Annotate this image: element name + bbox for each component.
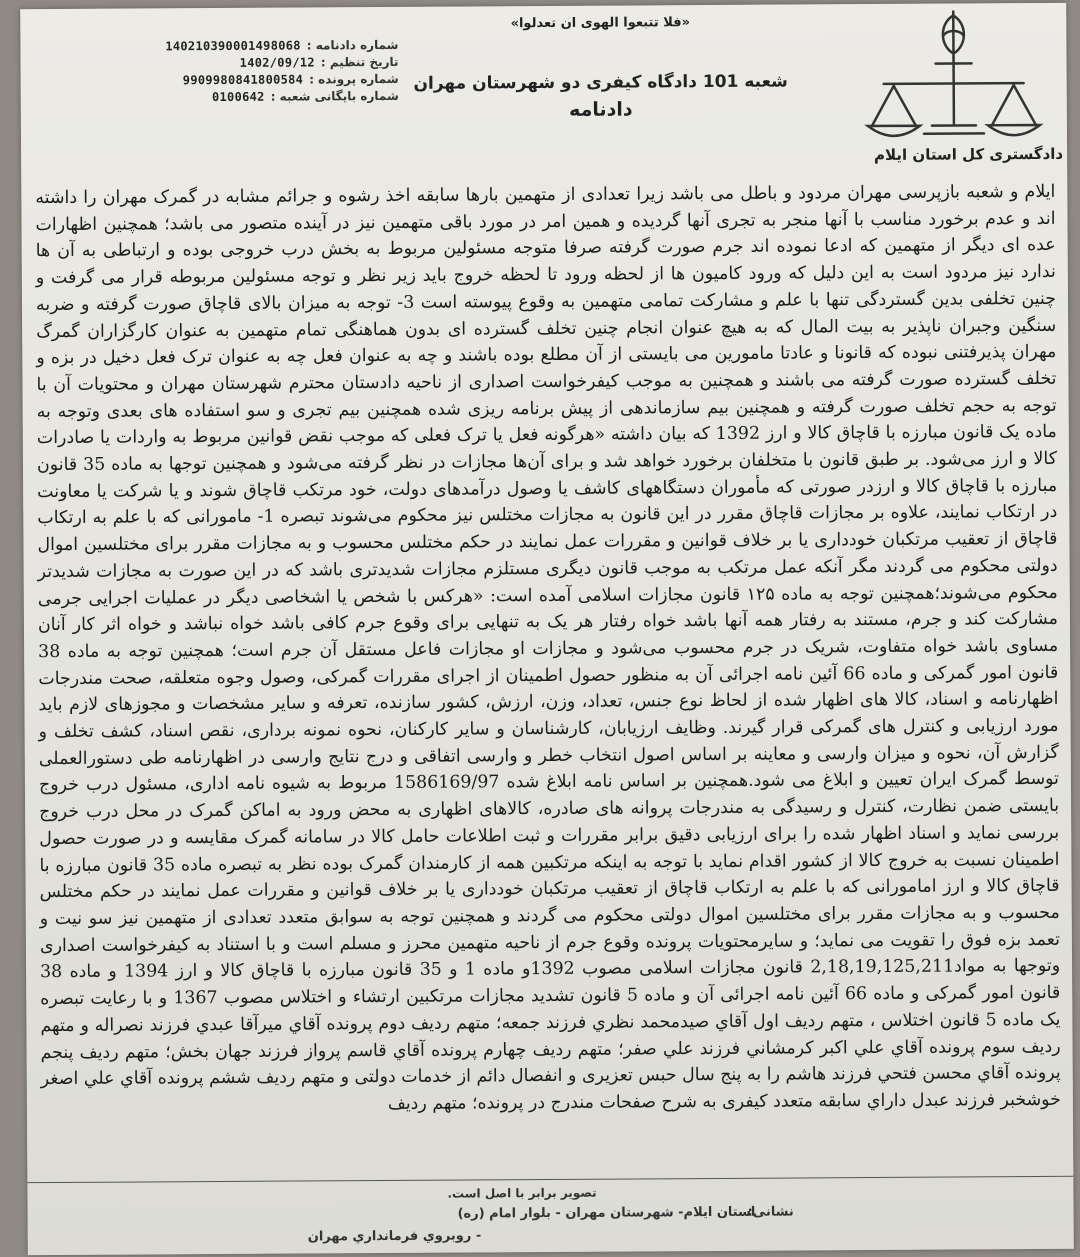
meta-label: شماره پرونده : <box>309 71 399 87</box>
justice-scales-icon <box>863 5 1049 148</box>
address-label: نشانی: <box>747 1204 794 1220</box>
quranic-verse: «فلا تتبعوا الهوى ان تعدلوا» <box>510 15 691 32</box>
document-header <box>20 3 1067 177</box>
meta-value: 0100642 <box>211 89 265 105</box>
meta-value: 140210390001498068 <box>165 38 301 54</box>
meta-value: 1402/09/12 <box>239 55 315 70</box>
case-metadata <box>98 37 398 107</box>
document-footer <box>27 1176 1073 1255</box>
meta-value: 9909980841800584 <box>182 72 304 88</box>
meta-case-number <box>99 71 399 90</box>
court-verdict-document <box>20 3 1074 1255</box>
address-text: استان ایلام- شهرستان مهران - بلوار امام (ره) <box>457 1204 756 1222</box>
meta-label: تاریخ تنظیم : <box>320 54 399 70</box>
meta-label: شماره دادنامه : <box>306 37 399 53</box>
verdict-body <box>35 179 1061 1120</box>
center-heading <box>400 14 801 121</box>
meta-issue-date <box>98 54 398 73</box>
court-name: شعبه 101 دادگاه کیفری دو شهرستان مهران <box>413 71 788 94</box>
department-name: دادگستری کل استان ایلام <box>873 144 1064 164</box>
address-text-continued: - روبروي فرمانداري مهران <box>307 1228 482 1245</box>
meta-label: شماره بایگانی شعبه : <box>270 88 399 104</box>
certified-copy-note: تصویر برابر با اصل است. <box>447 1185 597 1201</box>
meta-verdict-number <box>98 37 398 56</box>
meta-archive-number <box>99 88 399 107</box>
verdict-paragraph: ایلام و شعبه بازپرسی مهران مردود و باطل می باشد زیرا تعدادی از متهمین بارها سابقه اخذ رشوه و جرائم مشابه در گمرک مهران را داشته اند و عدم برخورد مناسب با آنها منجر به تجری آنها گردیده و همین امر در مورد باقی متهمین نیز در آینده متصور می باشد؛ همچنین اظهارات عده ای دیگر از متهمین که ادعا نموده اند جرم صورت گرفته صرفا متوجه مسئولین مربوط به بخش درب خروجی بوده و ارتباطی به آن ها ندارد نیز مردود است به این دلیل که ورود کامیون ها از لحظه ورود تا لحظه خروج باید زیر نظر و توجه مسئولین مربوطه قرار می گرفت و چنین تخلفی بدین گستردگی تنها با علم و مشارکت تمامی متهمین به وقوع پیوسته است 3- توجه به میزان بالای قاچاق صورت گرفته و ضربه سنگین وجبران ناپذیر به بیت المال که به هیچ عنوان انجام چنین تخلف گسترده ای بدون هماهنگی تمام متهمین به عنوان کارگزاران گمرگ مهران پذیرفتنی نبوده که قانونا و عادتا مامورین می بایستی از آن مطلع بوده باشند و چه به عنوان فعل چه به عنوان ترک فعل دخیل در بزه و تخلف گسترده صورت گرفته می باشند و همچنین به موجب کیفرخواست اصداری از ناحیه دادستان محترم شهرستان مهران و محتویات آن با توجه به حجم تخلف صورت گرفته و همچنین بیم سازماندهی از پیش برنامه ریزی شده همچنین بیم تجری و سو استفاده های بعدی وتوجه به ماده یک قانون مبارزه با قاچاق کالا و ارز 1392 که بیان داشته «هرگونه فعل یا ترک فعلی که موجب نقض قوانین مربوط به واردات یا صادرات کالا و ارز می‌شود. بر طبق قانون با متخلفان برخورد خواهد شد و برای آن‌ها مجازات در نظر گرفته می‌شود و همچنین توجها به ماده 35 قانون مبارزه با قاچاق کالا و ارزدر صورتی که مأموران دستگاههای کاشف یا وصول درآمدهای دولت، خود مرتکب قاچاق شوند و یا شرکت یا معاونت در ارتکاب نمایند، علاوه بر مجازات قاچاق مقرر در این قانون به مجازات مختلس نیز محکوم می‌شوند تبصره 1- مامورانی که با علم به ارتکاب قاچاق از تعقیب مرتکبان خودداری یا بر خلاف قوانین و مقررات عمل نمایند در حکم مختلس محسوب و به مجازات مقرر برای مختلسین اموال دولتی محکوم می گردند مگر آنکه عمل مرتکب به موجب قانون دیگری مستلزم مجازات شدیدتری باشد که در این صورت به مجازات شدیدتر محکوم می‌شوند؛همچنین توجه به ماده ۱۲۵ قانون مجازات اسلامی آمده است: «هرکس با شخص یا اشخاصی دیگر در عملیات اجرایی جرمی مشارکت کند و جرم، مستند به رفتار همه آنها باشد خواه رفتار هر یک به تنهایی برای وقوع جرم کافی باشد خواه نباشد و خواه اثر کار آنان مساوی باشد خواه متفاوت، شریک در جرم محسوب می‌شود و مجازات او مجازات فاعل مستقل آن جرم است؛ همچنین توجه به ماده 38 قانون امور گمرکی و ماده 66 آئین نامه اجرائی آن به منظور حصول اطمینان از اجرای مقررات گمرکی، وصول وجوه متعلقه، صحت مندرجات اظهارنامه و اسناد، کالا های اظهار شده از لحاظ نوع جنس، تعداد، وزن، ارزش، کشور سازنده، تعرفه و سایر مشخصات و مجوزهای لازم باید مورد ارزیابی و کنترل های گمرکی قرار گیرند. وظایف ارزیابان، کارشناسان و سایر کارکنان، نحوه نمونه برداری، نقص اسناد، کشف تخلف و گزارش آن، نحوه و میزان وارسی و معاینه بر اساس اصول انتخاب خطر و وارسی اتفاقی و درج نتایج وارسی در اظهارنامه طی دستورالعملی توسط گمرک ایران تعیین و ابلاغ می شود.همچنین بر اساس نامه ابلاغ شده 1586169/97 مربوط به شیوه نامه اداری، مسئول درب خروج بایستی ضمن نظارت، کنترل و رسیدگی به مندرجات پروانه های صادره، کالاهای اظهاری به محض ورود به اماکن گمرک در محل درب خروج بررسی نماید و اسناد اظهار شده را برای ارزیابی دقیق برابر مقررات و ثبت اطلاعات حامل کالا در سامانه گمرک مقایسه و در صورت حصول اطمینان نسبت به خروج کالا از کشور اقدام نماید با توجه به اینکه مرتکبین همه از کارمندان گمرک بوده نظر به تبصره ماده 35 قانون مبارزه با قاچاق کالا و ارز امامورانی که با علم به ارتکاب قاچاق از تعقیب مرتکبان خودداری یا بر خلاف قوانین و مقررات عمل نمایند در حکم مختلس محسوب و به مجازات مقرر برای مختلسین اموال دولتی محکوم می گردند و همچنین توجه به سوابق متعدد تعدادی از متهمین نیز سو نیت و تعمد بزه فوق را تقویت می نماید؛ و سایرمحتویات پرونده وقوع جرم از ناحیه متهمین محرز و مسلم است و با استناد به کیفرخواست اصداری وتوجها به مواد2,18,19,125,211 قانون مجازات اسلامی مصوب 1392و ماده 1 و 35 قانون مبارزه با قاچاق کالا و ارز 1394 و ماده 38 قانون امور گمرکی و ماده 66 آئین نامه اجرائی آن و ماده 5 قانون تشدید مجازات مرتکبین ارتشاء و اختلاس مصوب 1367 و با رعایت تبصره یک ماده 5 قانون اختلاس ، متهم ردیف اول آقاي صیدمحمد نظري فرزند جمعه؛ متهم ردیف دوم پرونده آقاي میرآقا عبدي فرزند نصراله و متهم ردیف سوم پرونده آقاي علي اکبر کرمشاني فرزند علي صفر؛ متهم ردیف چهارم پرونده آقاي قاسم پرواز فرزند جهان بخش؛ متهم ردیف پنجم پرونده آقاي محسن فتحي فرزند هاشم را به پنج سال حبس تعزیری و انفصال دائم از خدمات دولتی و متهم ردیف ششم پرونده آقاي علي اصغر خوشخبر فرزند عبدل داراي سابقه متعدد کیفری به شرح صفحات مندرج در پرونده؛ متهم ردیف <box>35 181 1061 1114</box>
document-title: دادنامه <box>568 98 633 121</box>
